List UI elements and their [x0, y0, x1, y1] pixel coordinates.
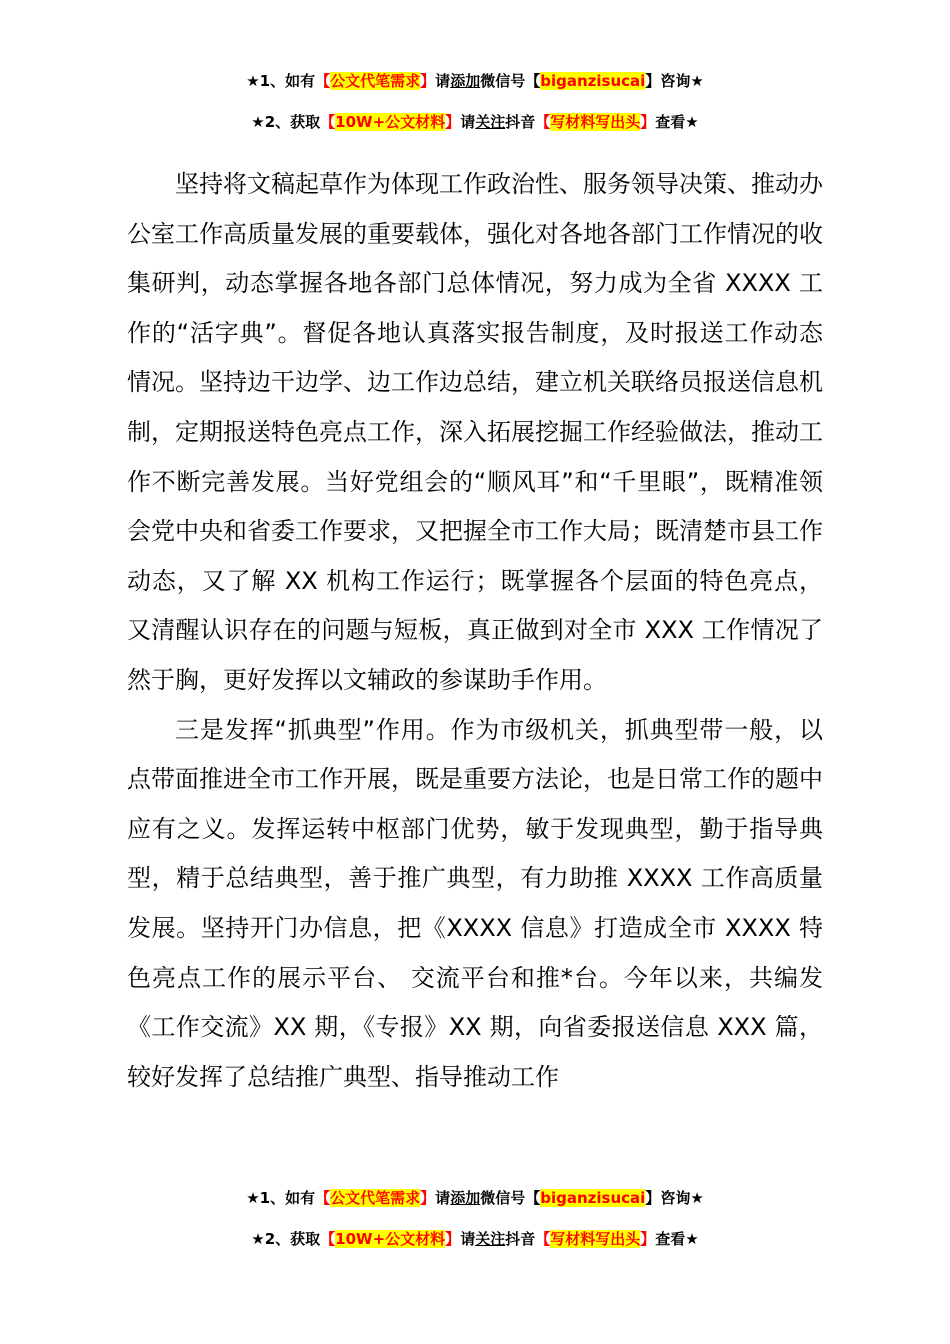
- banner-mid-a: 请: [460, 113, 476, 131]
- banner-bracket-open-2: 【: [535, 1230, 551, 1248]
- banner-tail: 咨询★: [660, 72, 704, 90]
- banner-mid-a: 请: [435, 72, 451, 90]
- banner-bracket-close: 】: [420, 72, 436, 90]
- banner-prefix: ★2、获取: [251, 1230, 321, 1248]
- banner-mid-underline: 关注: [475, 1230, 506, 1248]
- banner-prefix: ★2、获取: [251, 113, 321, 131]
- banner-tail: 查看★: [655, 1230, 699, 1248]
- bottom-banner-line-2: [0, 1228, 950, 1250]
- banner-bracket-open: 【: [315, 72, 331, 90]
- banner-prefix: ★1、如有: [246, 72, 316, 90]
- banner-wechat-highlight: biganzisucai: [540, 72, 646, 90]
- banner-bracket-close: 】: [420, 1189, 436, 1207]
- banner-tail: 查看★: [655, 113, 699, 131]
- banner-tail: 咨询★: [660, 1189, 704, 1207]
- banner-tag-highlight: 10W+公文材料: [335, 1230, 446, 1248]
- banner-mid-b: 抖音: [505, 113, 536, 131]
- bottom-banner-line-1: [0, 1187, 950, 1209]
- body-paragraph-1: 坚持将文稿起草作为体现工作政治性、服务领导决策、推动办公室工作高质量发展的重要载体，强化对各地各部门工作情况的收集研判，动态掌握各地各部门总体情况，努力成为全省 XXXX 工作的“活字典”。督促各地认真落实报告制度，及时报送工作动态情况。坚持边干边学、边工作边总结，建立机关联络员报送信息机制，定期报送特色亮点工作，深入拓展挖掘工作经验做法，推动工作不断完善发展。当好党组会的“顺风耳”和“千里眼”，既精准领会党中央和省委工作要求，又把握全市工作大局；既清楚市县工作动态，又了解 XX 机构工作运行；既掌握各个层面的特色亮点，又清醒认识存在的问题与短板，真正做到对全市 XXX 工作情况了然于胸，更好发挥以文辅政的参谋助手作用。: [127, 170, 823, 694]
- banner-bracket-open: 【: [320, 113, 336, 131]
- banner-mid-a: 请: [435, 1189, 451, 1207]
- banner-douyin-highlight: 写材料写出头: [550, 1230, 641, 1248]
- banner-tag-highlight: 公文代笔需求: [330, 1189, 421, 1207]
- banner-wechat-highlight: biganzisucai: [540, 1189, 646, 1207]
- banner-mid-underline: 添加: [450, 72, 481, 90]
- banner-bracket-open: 【: [315, 1189, 331, 1207]
- banner-bracket-open-2: 【: [535, 113, 551, 131]
- banner-bracket-close-2: 】: [645, 1189, 661, 1207]
- banner-bracket-close: 】: [445, 113, 461, 131]
- banner-mid-underline: 关注: [475, 113, 506, 131]
- banner-bracket-close: 】: [445, 1230, 461, 1248]
- banner-mid-underline: 添加: [450, 1189, 481, 1207]
- banner-mid-a: 请: [460, 1230, 476, 1248]
- top-banner-line-2: [0, 111, 950, 133]
- banner-bracket-close-2: 】: [640, 1230, 656, 1248]
- banner-bracket-open-2: 【: [525, 72, 541, 90]
- banner-bracket-open: 【: [320, 1230, 336, 1248]
- document-body: [127, 160, 823, 1102]
- banner-bracket-close-2: 】: [645, 72, 661, 90]
- banner-tag-highlight: 10W+公文材料: [335, 113, 446, 131]
- banner-mid-b: 微信号: [480, 72, 526, 90]
- banner-tag-highlight: 公文代笔需求: [330, 72, 421, 90]
- top-banner-line-1: [0, 70, 950, 92]
- body-paragraph-2: 三是发挥“抓典型”作用。作为市级机关，抓典型带一般，以点带面推进全市工作开展，既是重要方法论，也是日常工作的题中应有之义。发挥运转中枢部门优势，敏于发现典型，勤于指导典型，精于总结典型，善于推广典型，有力助推 XXXX 工作高质量发展。坚持开门办信息，把《XXXX 信息》打造成全市 XXXX 特色亮点工作的展示平台、 交流平台和推*台。今年以来，共编发《工作交流》XX 期，《专报》XX 期，向省委报送信息 XXX 篇，较好发挥了总结推广典型、指导推动工作: [127, 715, 823, 1091]
- banner-prefix: ★1、如有: [246, 1189, 316, 1207]
- banner-bracket-open-2: 【: [525, 1189, 541, 1207]
- banner-bracket-close-2: 】: [640, 113, 656, 131]
- banner-douyin-highlight: 写材料写出头: [550, 113, 641, 131]
- banner-mid-b: 抖音: [505, 1230, 536, 1248]
- banner-mid-b: 微信号: [480, 1189, 526, 1207]
